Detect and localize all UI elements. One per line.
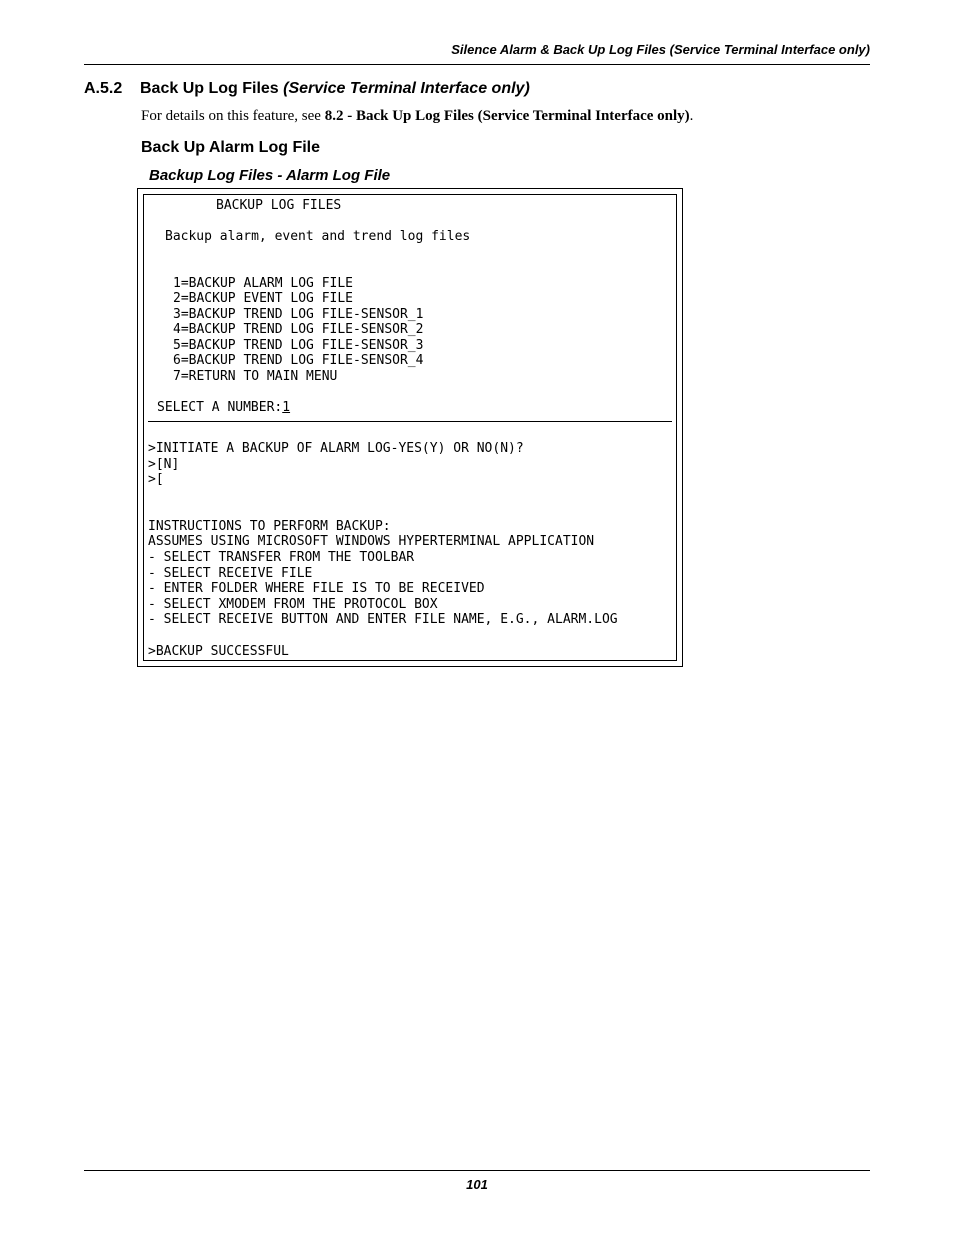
menu-item-backup-trend-1: 3=BACKUP TREND LOG FILE-SENSOR_1 (173, 307, 424, 322)
intro-reference: 8.2 - Back Up Log Files (Service Terminal Interface only) (324, 108, 690, 124)
backup-result: >BACKUP SUCCESSFUL (148, 644, 289, 659)
running-header: Silence Alarm & Back Up Log Files (Service Terminal Interface only) (451, 42, 870, 57)
menu-item-backup-trend-4: 6=BACKUP TREND LOG FILE-SENSOR_4 (173, 353, 424, 368)
figure-caption: Backup Log Files - Alarm Log File (149, 167, 391, 184)
dialog-line: >[ (148, 472, 164, 487)
terminal-screen (143, 194, 677, 661)
section-title-qualifier: (Service Terminal Interface only) (283, 80, 530, 97)
page-number: 101 (466, 1177, 488, 1192)
terminal-description: Backup alarm, event and trend log files (165, 229, 471, 244)
instruction-line: INSTRUCTIONS TO PERFORM BACKUP: (148, 519, 391, 534)
menu-item-backup-trend-3: 5=BACKUP TREND LOG FILE-SENSOR_3 (173, 338, 424, 353)
dialog-line: >[N] (148, 457, 180, 472)
footer-rule (84, 1170, 870, 1171)
terminal-figure (137, 188, 683, 667)
intro-paragraph (141, 108, 693, 125)
dialog-line: >INITIATE A BACKUP OF ALARM LOG-YES(Y) OR NO(N)? (148, 441, 524, 456)
section-number: A.5.2 (84, 80, 123, 97)
instruction-line: - SELECT RECEIVE BUTTON AND ENTER FILE NAME, E.G., ALARM.LOG (148, 612, 618, 627)
select-prompt-label: SELECT A NUMBER: (157, 400, 283, 415)
section-title: Back Up Log Files (140, 80, 279, 97)
intro-prefix: For details on this feature, see (141, 108, 325, 124)
subheading: Back Up Alarm Log File (141, 139, 320, 156)
menu-item-backup-event: 2=BACKUP EVENT LOG FILE (173, 291, 354, 306)
instruction-line: - SELECT TRANSFER FROM THE TOOLBAR (148, 550, 415, 565)
instruction-line: - SELECT XMODEM FROM THE PROTOCOL BOX (148, 597, 438, 612)
menu-item-return-main: 7=RETURN TO MAIN MENU (173, 369, 338, 384)
select-prompt-value: 1 (282, 400, 291, 415)
terminal-title: BACKUP LOG FILES (216, 198, 342, 213)
intro-suffix: . (689, 108, 694, 124)
menu-item-backup-trend-2: 4=BACKUP TREND LOG FILE-SENSOR_2 (173, 322, 424, 337)
menu-item-backup-alarm: 1=BACKUP ALARM LOG FILE (173, 276, 354, 291)
instruction-line: - SELECT RECEIVE FILE (148, 566, 313, 581)
section-heading (84, 80, 530, 98)
instruction-line: ASSUMES USING MICROSOFT WINDOWS HYPERTERMINAL APPLICATION (148, 534, 595, 549)
instruction-line: - ENTER FOLDER WHERE FILE IS TO BE RECEIVED (148, 581, 485, 596)
select-prompt (157, 400, 290, 415)
header-rule (84, 64, 870, 65)
terminal-divider (148, 421, 672, 422)
